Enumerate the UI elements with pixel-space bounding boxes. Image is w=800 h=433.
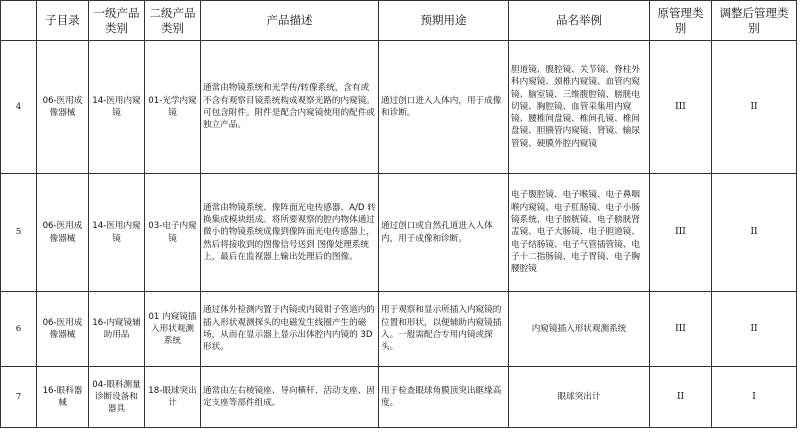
examples-cell: 电子腹腔镜、电子喉镜、电子鼻咽喉内窥镜、电子肛肠镜、电子小肠镜系统、电子膀胱镜、电子膀胱肾盂镜、电子大肠镜、电子胆道镜、电子结肠镜、电子气管插管镜、电子十二指肠镜、电子胃镜、电子胸腰腔镜 <box>509 174 650 292</box>
intended-use-cell: 通过创口进入人体内，用于成像和诊断。 <box>379 41 509 174</box>
table-row <box>1 41 797 174</box>
intended-use-cell: 用于检查眼球角膜顶突出眶缘高度。 <box>379 367 509 428</box>
original-class-cell: III <box>650 292 712 367</box>
header-intended-use: 预期用途 <box>379 1 509 41</box>
intended-use-cell: 通过创口或自然孔道进入人体内，用于成像和诊断。 <box>379 174 509 292</box>
category-1-cell: 14-医用内窥镜 <box>89 41 145 174</box>
subdirectory-cell: 16-眼科器械 <box>37 367 89 428</box>
table-row <box>1 174 797 292</box>
description-cell: 通常由左右棱镜座、导向横杆、活动支座、固定支座等部件组成。 <box>201 367 379 428</box>
row-number: 4 <box>1 41 37 174</box>
header-category-1: 一级产品类别 <box>89 1 145 41</box>
row-number: 7 <box>1 367 37 428</box>
description-cell: 通常由物镜系统、像阵面光电传感器、A/D 转换集成模块组成。将所要观察的腔内物体通过微小的物镜系统成像到像阵面光电传感器上，然后将接收到的图像信号送到 图像处理系统上，最后在监视器上输出处理后的图像。 <box>201 174 379 292</box>
header-description: 产品描述 <box>201 1 379 41</box>
examples-cell: 胆道镜、腹腔镜、关节镜、脊柱外科内窥镜、颈椎内窥镜、血管内窥镜、脑室镜、三维腹腔镜、膀胱电切镜、胸腔镜、血管采集用内窥镜、腰椎间盘镜、椎间孔镜、椎间盘镜、胆胰管内窥镜、肾镜、输尿管镜、硬膜外腔内窥镜 <box>509 41 650 174</box>
row-number: 5 <box>1 174 37 292</box>
intended-use-cell: 用于观察和显示所插入内窥镜的位置和形状，以便辅助内窥镜插入。一般需配合专用内镜或探头。 <box>379 292 509 367</box>
category-1-cell: 04-眼科测量诊断设备和器具 <box>89 367 145 428</box>
original-class-cell: II <box>650 367 712 428</box>
header-index <box>1 1 37 41</box>
adjusted-class-cell: II <box>712 292 797 367</box>
adjusted-class-cell: II <box>712 41 797 174</box>
header-subdirectory: 子目录 <box>37 1 89 41</box>
examples-cell: 眼球突出计 <box>509 367 650 428</box>
header-category-2: 二级产品类别 <box>145 1 201 41</box>
header-examples: 品名举例 <box>509 1 650 41</box>
original-class-cell: III <box>650 174 712 292</box>
subdirectory-cell: 06-医用成像器械 <box>37 292 89 367</box>
table-row <box>1 292 797 367</box>
subdirectory-cell: 06-医用成像器械 <box>37 41 89 174</box>
category-2-cell: 01 内窥镜插入形状观测系统 <box>145 292 201 367</box>
header-original-class: 原管理类别 <box>650 1 712 41</box>
description-cell: 通常由物镜系统和光学传/转像系统，含有或不含有观察目镜系统构成观察光路的内窥镜。可包含附件。附件是配合内窥镜使用的配件或独立产品。 <box>201 41 379 174</box>
category-2-cell: 18-眼球突出计 <box>145 367 201 428</box>
original-class-cell: III <box>650 41 712 174</box>
adjusted-class-cell: II <box>712 174 797 292</box>
adjusted-class-cell: I <box>712 367 797 428</box>
category-2-cell: 01-光学内窥镜 <box>145 41 201 174</box>
examples-cell: 内窥镜插入形状观测系统 <box>509 292 650 367</box>
description-cell: 通过体外检测内置于内镜或内镜钳子管道内的插入形状观测探头的电磁发生线圈产生的磁场，从而在显示器上显示出体腔内内镜的 3D 形状。 <box>201 292 379 367</box>
header-adjusted-class: 调整后管理类别 <box>712 1 797 41</box>
category-1-cell: 14-医用内窥镜 <box>89 174 145 292</box>
category-2-cell: 03-电子内窥镜 <box>145 174 201 292</box>
category-1-cell: 16-内窥镜辅助用品 <box>89 292 145 367</box>
header-row <box>1 1 797 41</box>
table-row <box>1 367 797 428</box>
row-number: 6 <box>1 292 37 367</box>
subdirectory-cell: 06-医用成像器械 <box>37 174 89 292</box>
